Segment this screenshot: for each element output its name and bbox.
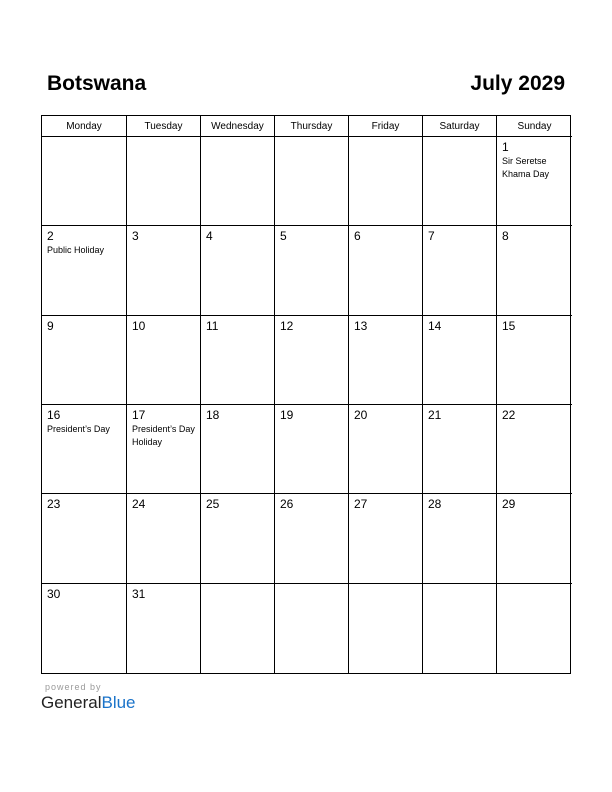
day-cell [127,584,201,673]
day-cell [42,226,127,315]
day-number: 8 [502,229,509,244]
day-cell [349,316,423,405]
holiday-label: President’s Day Holiday [132,424,195,447]
brand-blue: Blue [101,693,136,712]
day-cell [423,137,497,226]
calendar-grid [41,115,571,674]
day-number: 6 [354,229,361,244]
day-cell [275,226,349,315]
day-cell [497,494,572,583]
day-cell [42,494,127,583]
day-cell [497,316,572,405]
day-cell [201,405,275,494]
day-number: 20 [354,408,368,422]
day-number: 15 [502,318,516,333]
day-number: 16 [47,408,61,422]
day-number: 23 [47,497,61,512]
day-cell [201,137,275,226]
day-cell [423,494,497,583]
day-number: 13 [354,318,368,333]
day-cell [497,584,572,673]
day-cell [127,316,201,405]
day-cell [423,405,497,494]
weekday-header: Saturday [423,116,497,137]
weekday-header: Wednesday [201,116,275,137]
day-cell [423,584,497,673]
day-cell [349,584,423,673]
day-cell [275,316,349,405]
weekday-header: Thursday [275,116,349,137]
day-cell [42,316,127,405]
day-number: 25 [206,497,220,512]
day-cell [127,137,201,226]
day-cell [497,405,572,494]
day-number: 30 [47,586,61,601]
brand-general: General [41,693,102,712]
day-number: 9 [47,318,54,333]
weekday-header: Friday [349,116,423,137]
day-number: 26 [280,497,294,512]
day-number: 12 [280,318,294,333]
holiday-label: Public Holiday [47,245,105,256]
day-number: 31 [132,586,146,601]
day-cell [497,137,572,226]
day-number: 21 [428,408,442,422]
day-cell [127,494,201,583]
generalblue-logo[interactable] [41,693,136,713]
day-cell [42,405,127,494]
day-number: 7 [428,229,435,244]
day-cell [423,226,497,315]
day-cell [127,405,201,494]
holiday-label: Sir Seretse Khama Day [502,156,550,179]
day-cell [42,137,127,226]
day-number: 27 [354,497,368,512]
day-cell [423,316,497,405]
day-number: 5 [280,229,287,244]
day-cell [349,494,423,583]
day-cell [497,226,572,315]
day-cell [42,584,127,673]
day-cell [201,316,275,405]
day-cell [201,584,275,673]
month-title: July 2029 [470,72,565,95]
day-number: 29 [502,497,516,512]
day-number: 14 [428,318,442,333]
day-number: 3 [132,229,139,244]
country-title: Botswana [47,72,147,95]
day-number: 2 [47,229,54,244]
day-cell [349,137,423,226]
day-number: 17 [132,408,146,422]
day-number: 4 [206,229,213,244]
day-cell [201,494,275,583]
day-number: 19 [280,408,294,422]
day-number: 22 [502,408,516,422]
weekday-header: Tuesday [127,116,201,137]
day-number: 24 [132,497,146,512]
day-cell [275,494,349,583]
day-cell [275,405,349,494]
day-cell [127,226,201,315]
weekday-header: Sunday [497,116,572,137]
day-cell [349,226,423,315]
holiday-label: President’s Day [47,424,110,434]
day-number: 18 [206,408,220,422]
day-cell [349,405,423,494]
day-cell [275,584,349,673]
powered-by-text: powered by [45,682,102,692]
day-number: 1 [502,140,509,154]
day-cell [275,137,349,226]
day-number: 10 [132,318,146,333]
weekday-header: Monday [42,116,127,137]
day-cell [201,226,275,315]
day-number: 11 [206,318,219,333]
day-number: 28 [428,497,442,512]
